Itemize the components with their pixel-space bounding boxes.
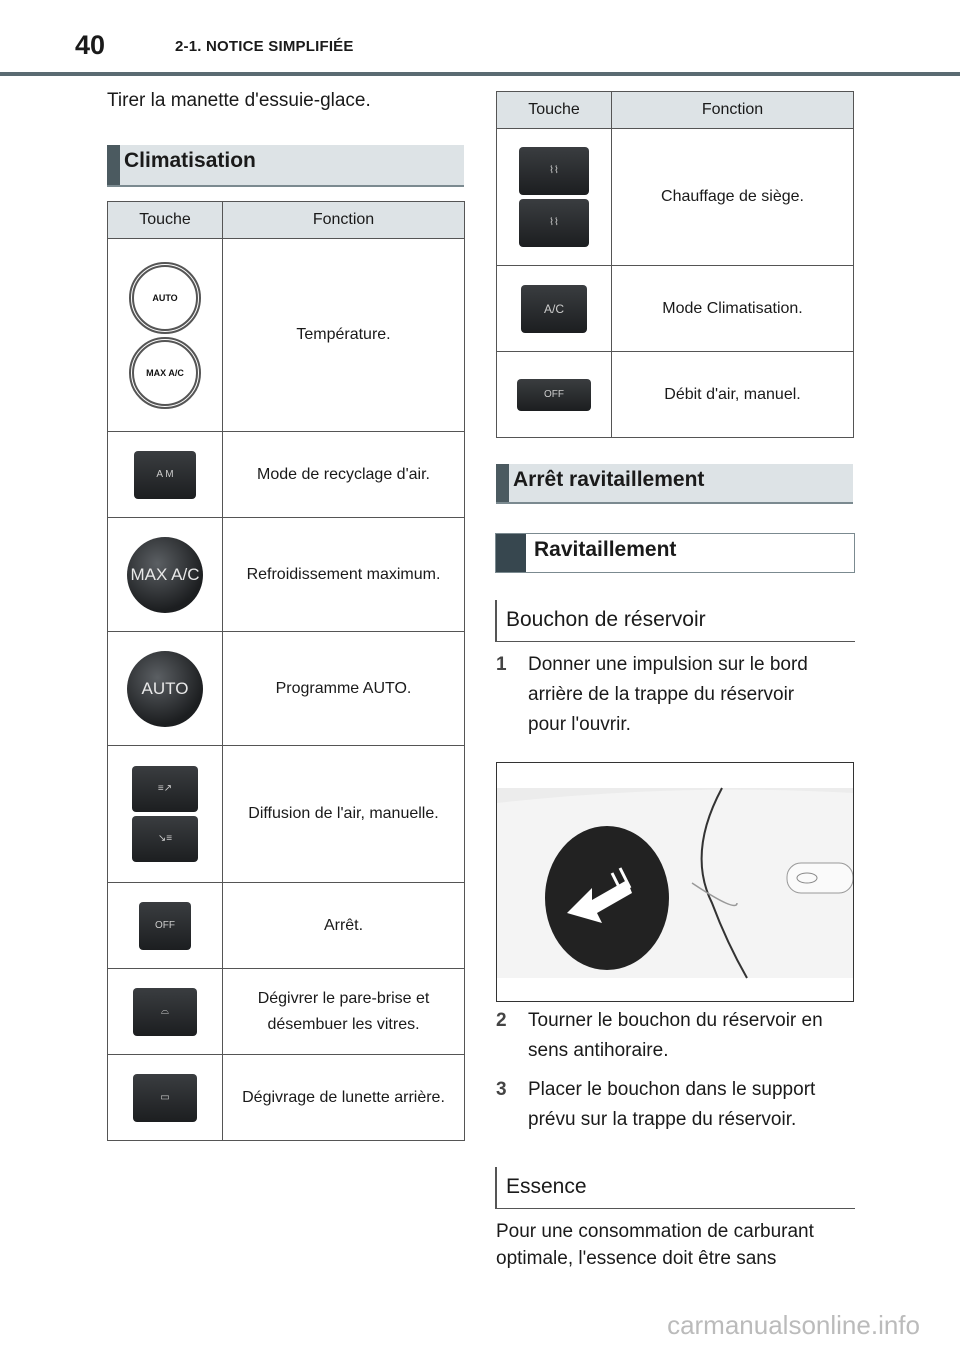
heading-text: Ravitaillement — [534, 538, 677, 561]
step-line: Donner une impulsion sur le bord — [528, 654, 808, 675]
fuel-paragraph — [496, 1218, 856, 1272]
chapter-title: 2-1. NOTICE SIMPLIFIÉE — [175, 38, 354, 55]
intro-text: Tirer la manette d'essuie-glace. — [107, 90, 371, 111]
step-line: sens antihoraire. — [528, 1040, 669, 1061]
step-1 — [496, 650, 856, 742]
function-cell: Dégivrage de lunette arrière. — [223, 1055, 465, 1141]
fuel-flap-drawing — [497, 763, 853, 1001]
col-header-function: Fonction — [612, 92, 854, 129]
section-heading-climatisation — [107, 145, 464, 187]
step-line: Placer le bouchon dans le support — [528, 1079, 816, 1100]
fuel-flap-illustration — [496, 762, 854, 1002]
col-header-function: Fonction — [223, 202, 465, 239]
page-number: 40 — [75, 30, 106, 60]
key-cell — [108, 969, 223, 1055]
seat-heat-button-lower: ⌇⌇ — [519, 199, 589, 247]
seat-heating-buttons-icon — [498, 147, 610, 247]
rear-defrost-button-icon: ▭ — [133, 1074, 197, 1122]
auto-dial: AUTO — [129, 262, 201, 334]
col-header-key: Touche — [497, 92, 612, 129]
ac-button-icon: A/C — [521, 285, 587, 333]
fan-speed-button-icon: OFF — [517, 379, 591, 411]
climate-table — [107, 201, 465, 1141]
header-rule — [0, 72, 960, 76]
step-line: arrière de la trappe du réservoir — [528, 684, 795, 705]
air-distribution-buttons-icon — [109, 766, 221, 862]
key-cell — [108, 518, 223, 632]
seat-heat-button-upper: ⌇⌇ — [519, 147, 589, 195]
step-line: Tourner le bouchon du réservoir en — [528, 1010, 823, 1031]
function-cell: Dégivrer le pare-brise et désembuer les vitres. — [223, 969, 465, 1055]
subheading-text: Bouchon de réservoir — [506, 608, 706, 631]
function-cell: Mode de recyclage d'air. — [223, 432, 465, 518]
fan-off-button-icon: OFF — [139, 902, 191, 950]
step-2 — [496, 1006, 856, 1068]
max-ac-knob-icon: MAX A/C — [127, 537, 203, 613]
function-cell: Refroidissement maximum. — [223, 518, 465, 632]
step-text — [528, 1075, 815, 1135]
heading-text: Climatisation — [124, 149, 256, 172]
climate-table-continued — [496, 91, 854, 438]
step-text — [528, 1006, 823, 1066]
heading-bar — [107, 145, 120, 185]
auto-knob-icon: AUTO — [127, 651, 203, 727]
function-cell: Température. — [223, 239, 465, 432]
paragraph-line: optimale, l'essence doit être sans — [496, 1248, 777, 1269]
windshield-defrost-button-icon: ⌓ — [133, 988, 197, 1036]
key-cell — [497, 352, 612, 438]
heading-bar — [496, 534, 526, 572]
function-cell: Débit d'air, manuel. — [612, 352, 854, 438]
step-number: 1 — [496, 654, 507, 675]
subheading-bouchon — [495, 600, 855, 642]
key-cell — [108, 432, 223, 518]
recirculation-button-icon: A M — [134, 451, 196, 499]
function-cell: Mode Climatisation. — [612, 266, 854, 352]
key-cell — [108, 1055, 223, 1141]
key-cell — [108, 883, 223, 969]
step-text — [528, 650, 808, 740]
function-cell: Arrêt. — [223, 883, 465, 969]
step-3 — [496, 1075, 856, 1137]
lower-vent-button: ↘≡ — [132, 816, 198, 862]
key-cell — [497, 129, 612, 266]
function-cell: Programme AUTO. — [223, 632, 465, 746]
temperature-dials-icon — [109, 262, 221, 409]
subheading-text: Essence — [506, 1175, 587, 1198]
step-number: 2 — [496, 1010, 507, 1031]
key-cell — [108, 632, 223, 746]
step-line: prévu sur la trappe du réservoir. — [528, 1109, 797, 1130]
heading-bar — [496, 464, 509, 502]
upper-vent-button: ≡↗ — [132, 766, 198, 812]
paragraph-line: Pour une consommation de carburant — [496, 1221, 814, 1242]
function-cell: Diffusion de l'air, manuelle. — [223, 746, 465, 883]
key-cell — [108, 746, 223, 883]
function-cell: Chauffage de siège. — [612, 129, 854, 266]
step-number: 3 — [496, 1079, 507, 1100]
section-heading-arret-ravitaillement — [496, 464, 853, 504]
subheading-essence — [495, 1167, 855, 1209]
section-heading-ravitaillement — [495, 533, 855, 573]
key-cell — [497, 266, 612, 352]
max-ac-dial: MAX A/C — [129, 337, 201, 409]
step-line: pour l'ouvrir. — [528, 714, 631, 735]
key-cell — [108, 239, 223, 432]
watermark: carmanualsonline.info — [667, 1310, 920, 1340]
heading-text: Arrêt ravitaillement — [513, 468, 705, 491]
col-header-key: Touche — [108, 202, 223, 239]
